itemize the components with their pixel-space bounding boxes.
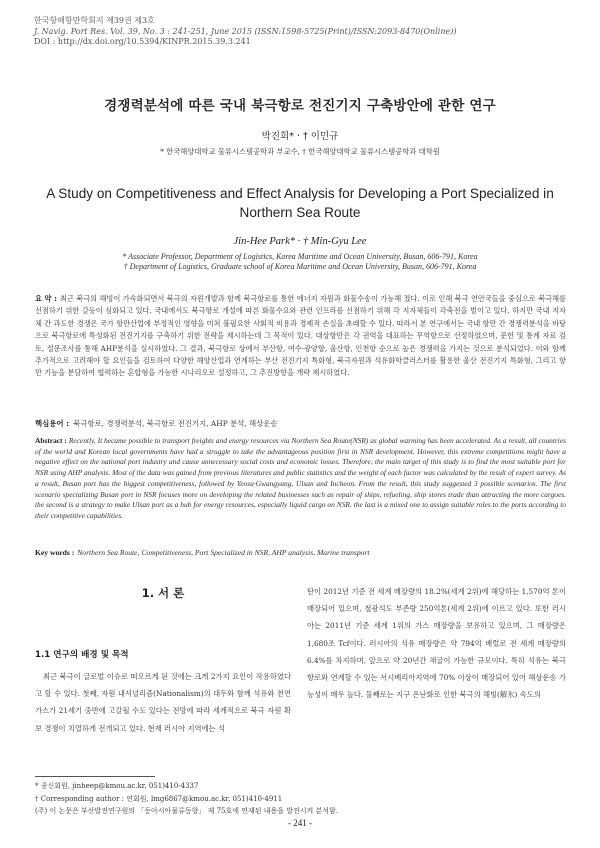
keywords-kr [35, 418, 566, 429]
affiliation-en-line: † Department of Logistics, Graduate school of Korea Maritime and Ocean University, Busan, 606-791, Korea [123, 262, 477, 272]
paper-title-en [40, 184, 560, 222]
affiliation-en [30, 252, 570, 273]
journal-header [34, 16, 574, 48]
footnote: * 종신회원, jinheep@kmou.ac.kr, 051)410-4337 [35, 782, 199, 790]
body-left-column [35, 585, 291, 737]
abstract-en [35, 436, 566, 522]
footnote: (주) 이 논문은 부산발전연구원의 「동아시아물류동향」 제 75호에 연재된 내용을 발전시켜 분석함. [35, 807, 339, 816]
keywords-en-text: Northern Sea Route, Competitiveness, Port Specialized in NSR, AHP analysis, Marine transport [77, 548, 370, 557]
abstract-kr [35, 293, 566, 380]
footnote: † Corresponding author : 연회원, lmg6867@kmou.ac.kr, 051)410-4911 [35, 794, 283, 803]
abstract-kr-label: 요 약 : [35, 294, 57, 303]
footnote-divider [35, 776, 155, 777]
title-en-line: Northern Sea Route [239, 205, 361, 220]
footnotes [35, 780, 566, 818]
paper-title-kr: 경쟁력분석에 따른 국내 북극항로 전진기지 구축방안에 관한 연구 [104, 98, 496, 114]
page-number: - 241 - [288, 818, 312, 828]
keywords-kr-text: 북극항로, 경쟁력분석, 북극항로 전진기지, AHP 분석, 해상운송 [73, 419, 278, 428]
journal-name-kr: 한국항해항만학회지 제39권 제3호 [34, 16, 155, 25]
doi-link[interactable]: DOI : http://dx.doi.org/10.5394/KINPR.2015.39.3.241 [34, 37, 251, 47]
keywords-en-label: Key words : [35, 548, 75, 557]
authors-kr: 박진희* · † 이민규 [261, 131, 339, 142]
body-paragraph: 탄이 2012년 기준 전 세계 매장량의 18.2%(세계 2위)에 해당하는 1,570억 톤이 매장되어 있으며, 철광석도 부존량 250억톤(세계 2위)에 이르고 있다. 또한 러시아는 2011년 기준 세계 1위의 가스 매장량을 보유하고 있으며, 그 매장량은 1,680조 Tcf이다. 러시아의 석유 매장량은 약 794억 배럴로 전 세계 매장량의 6.4%를 차지하며, 앞으로 약 20년간 채굴이 가능한 규모이다. 특히 석유는 북극항로와 연계할 수 있는 서시베리아지역에 70% 이상이 매장되어 있어 해상운송 가능성이 매우 높다. 둘째로는 지구 온난화로 인한 북극의 해빙(解氷) 속도의 [307, 587, 566, 700]
abstract-kr-text: 최근 북극의 해빙이 가속화되면서 북극의 자원개발과 함께 북극항로를 통한 에너지 자원과 화물수송이 가능해 졌다. 이로 인해 북극 연안국들을 중심으로 북극해를 선점하기 위한 갈등이 심화되고 있다. 국내에서도 북극항로 개설에 따른 화물수요와 관련 인프라를 선점하기 위해 각 지자체들이 각축전을 벌이고 있다. 하지만 국내 지자체 간 과도한 경쟁은 국가 항만산업에 부정적인 영향을 미쳐 불필요한 사회적 비용과 경제적 손실을 초래할 수 있다. 따라서 본 연구에서는 국내 항만 간 경쟁력분석을 바탕으로 북극항로에 특성화된 전진기지를 구축하기 위한 전략을 제시하는데 그 목적이 있다. 대상항만은 각 권역을 대표하는 무역항으로 선정하였으며, 문헌 및 통계 자료 검토, 설문조사를 통해 AHP분석을 실시하였다. 그 결과, 북극항로 상에서 부산항, 여수·광양항, 울산항, 인천항 순으로 높은 경쟁력을 가지는 것으로 분석되었다. 이와 함께 추가적으로 고려해야 할 요인들을 검토하여 다양한 해양산업과 연계하는 부산 전진기지 특화형, 북극자원과 석유화학클러스터를 활용한 울산 전진기지 특화형, 그리고 항만 기능을 분담하여 협력하는 혼합형을 가능한 시나리오로 설정하고, 그 추진방향을 개략 제시하였다. [35, 294, 566, 378]
journal-citation: J. Navig. Port Res. Vol. 39, No. 3 : 241-251, June 2015 (ISSN:1598-5725(Print)/ISSN:2093-8470(Online)) [34, 26, 457, 36]
abstract-en-text: Recently, It became possible to transport freights and energy resources via Northern Sea Route(NSR) as global warming has been accelerated. As a result, all countries of the world and Korean local governments have had a struggle to take the advantageous position first in NSR development. However, this extreme competitions might have a negative effect on the national port industry and cause unnecessary social costs and economic losses. Therefore, the main target of this study is to find the most suitable port for NSR using AHP analysis. Most of the data was gained from previous literatures and public statistics and the weight of each factor was calculated by the result of expert survey. As a result, Busan port has the biggest competitiveness, followed by Yeosu·Gwangyang, Ulsan and Incheon. From the result, this study suggested 3 possible scenarios. The first scenario specializing Busan port in NSR focuses more on developing the related businesses such as repair of ships, refueling, ship stores trade than attracting the more cargoes. the second is a strategy to make Ulsan port as a hub for energy resources, especially liquid cargo on NSR. the last is a mixed one to assign suitable roles to the ports according to their competitive capabilities. [35, 436, 567, 520]
body-right-column [307, 583, 566, 703]
affiliation-en-line: * Associate Professor, Department of Logistics, Korea Maritime and Ocean University, Busan, 606-791, Korea [122, 252, 478, 261]
subsection-heading: 1.1 연구의 배경 및 목적 [35, 650, 129, 660]
keywords-kr-label: 핵심용어 : [35, 419, 70, 428]
section-heading: 1. 서 론 [141, 586, 185, 600]
abstract-en-label: Abstract : [35, 436, 67, 445]
keywords-en [35, 548, 566, 557]
title-en-line: A Study on Competitiveness and Effect Analysis for Developing a Port Specialized in [46, 186, 554, 201]
body-paragraph: 최근 북극이 글로벌 이슈로 떠오르게 된 것에는 크게 2가지 요인이 작용하였다고 할 수 있다. 첫째, 자원 내셔널리즘(Nationalism)의 대두와 함께 석유와 천연가스가 21세기 중반에 고갈될 수도 있다는 전망에 따라 세계적으로 북극 자원 확보 경쟁이 치열하게 전개되고 있다. 현재 러시아 지역에는 석 [35, 672, 291, 733]
affiliation-kr: * 한국해양대학교 물류시스템공학과 부교수, † 한국해양대학교 물류시스템공학과 대학원 [160, 147, 440, 156]
authors-en: Jin-Hee Park* · † Min-Gyu Lee [233, 236, 367, 247]
